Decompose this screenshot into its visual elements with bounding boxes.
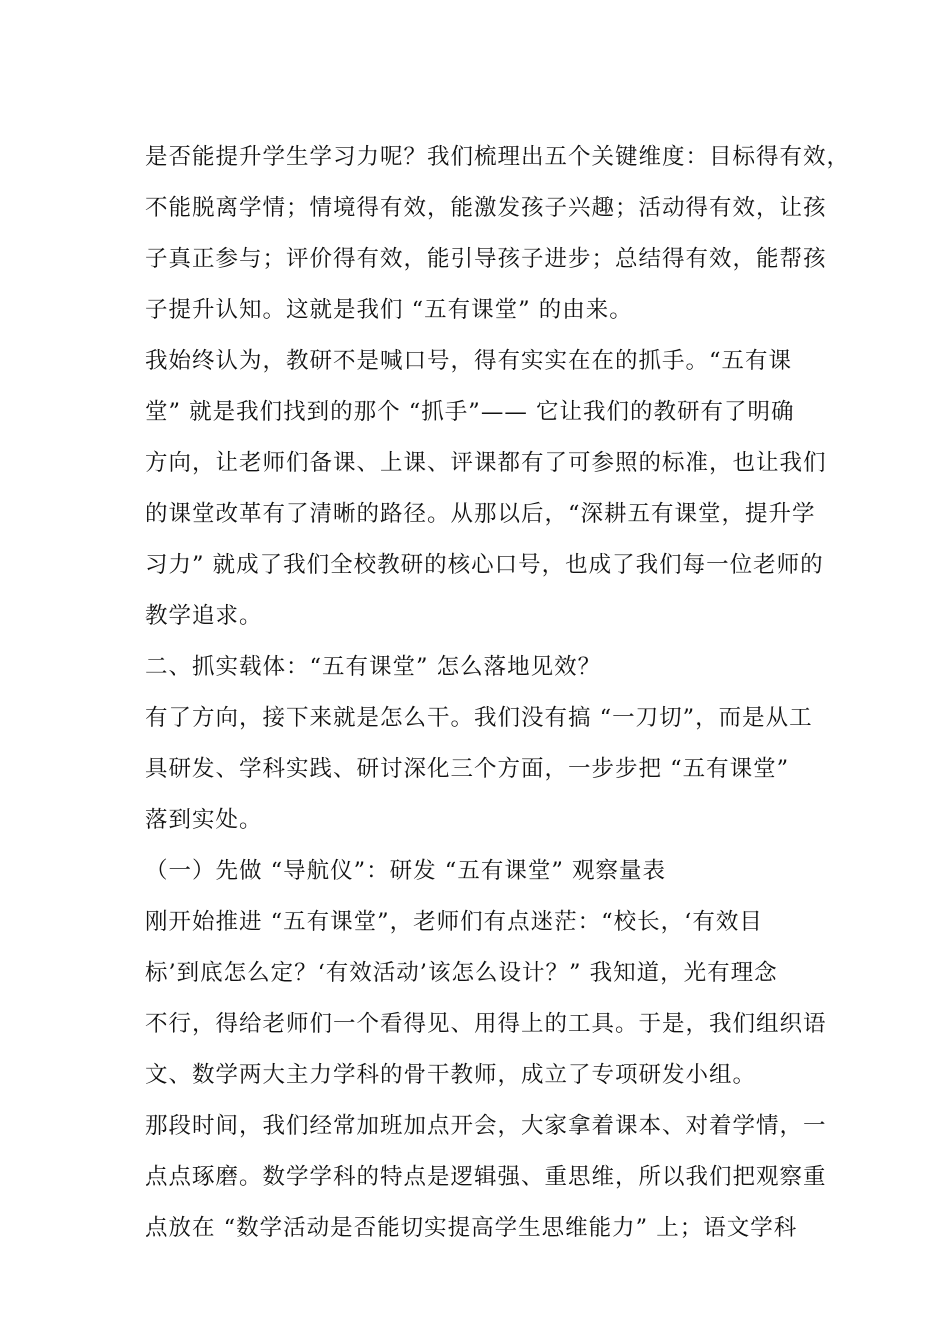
subsection-heading [145, 846, 817, 897]
text-line: 子提升认知。这就是我们 “五有课堂” 的由来。 [145, 297, 633, 323]
paragraph [145, 132, 851, 336]
text-line: 具研发、学科实践、研讨深化三个方面，一步步把 “五有课堂” [145, 756, 790, 782]
paragraph [145, 1101, 827, 1254]
text-line: 落到实处。 [145, 807, 263, 833]
text-line: 习力” 就成了我们全校教研的核心口号，也成了我们每一位老师的 [145, 552, 824, 578]
text-line: 标’到底怎么定？‘有效活动’该怎么设计？” 我知道，光有理念 [145, 960, 778, 986]
text-line: 文、数学两大主力学科的骨干教师，成立了专项研发小组。 [145, 1062, 757, 1088]
paragraph [145, 693, 817, 846]
text-line: 我始终认为，教研不是喊口号，得有实实在在的抓手。“五有课 [145, 348, 793, 374]
text-line: 方向，让老师们备课、上课、评课都有了可参照的标准，也让我们 [145, 450, 827, 476]
document-body [145, 132, 851, 1254]
text-line: 有了方向，接下来就是怎么干。我们没有搞 “一刀切”，而是从工 [145, 705, 813, 731]
text-line: 点点琢磨。数学学科的特点是逻辑强、重思维，所以我们把观察重 [145, 1164, 827, 1190]
text-line: 不能脱离学情；情境得有效，能激发孩子兴趣；活动得有效，让孩 [145, 195, 827, 221]
paragraph [145, 336, 827, 642]
text-line: 堂” 就是我们找到的那个 “抓手”—— 它让我们的教研有了明确 [145, 399, 795, 425]
heading-line: 二、抓实载体：“五有课堂” 怎么落地见效？ [145, 654, 602, 680]
text-line: 教学追求。 [145, 603, 263, 629]
text-line: 子真正参与；评价得有效，能引导孩子进步；总结得有效，能帮孩 [145, 246, 827, 272]
text-line: 那段时间，我们经常加班加点开会，大家拿着课本、对着学情，一 [145, 1113, 827, 1139]
text-line: 的课堂改革有了清晰的路径。从那以后，“深耕五有课堂，提升学 [145, 501, 816, 527]
heading-line: （一）先做 “导航仪”：研发 “五有课堂” 观察量表 [145, 858, 666, 884]
text-line: 刚开始推进 “五有课堂”，老师们有点迷茫：“校长，‘有效目 [145, 909, 763, 935]
text-line: 是否能提升学生学习力呢？我们梳理出五个关键维度：目标得有效， [145, 144, 851, 170]
paragraph [145, 897, 827, 1101]
text-line: 不行，得给老师们一个看得见、用得上的工具。于是，我们组织语 [145, 1011, 827, 1037]
section-heading [145, 642, 817, 693]
text-line: 点放在 “数学活动是否能切实提高学生思维能力” 上；语文学科 [145, 1215, 798, 1241]
